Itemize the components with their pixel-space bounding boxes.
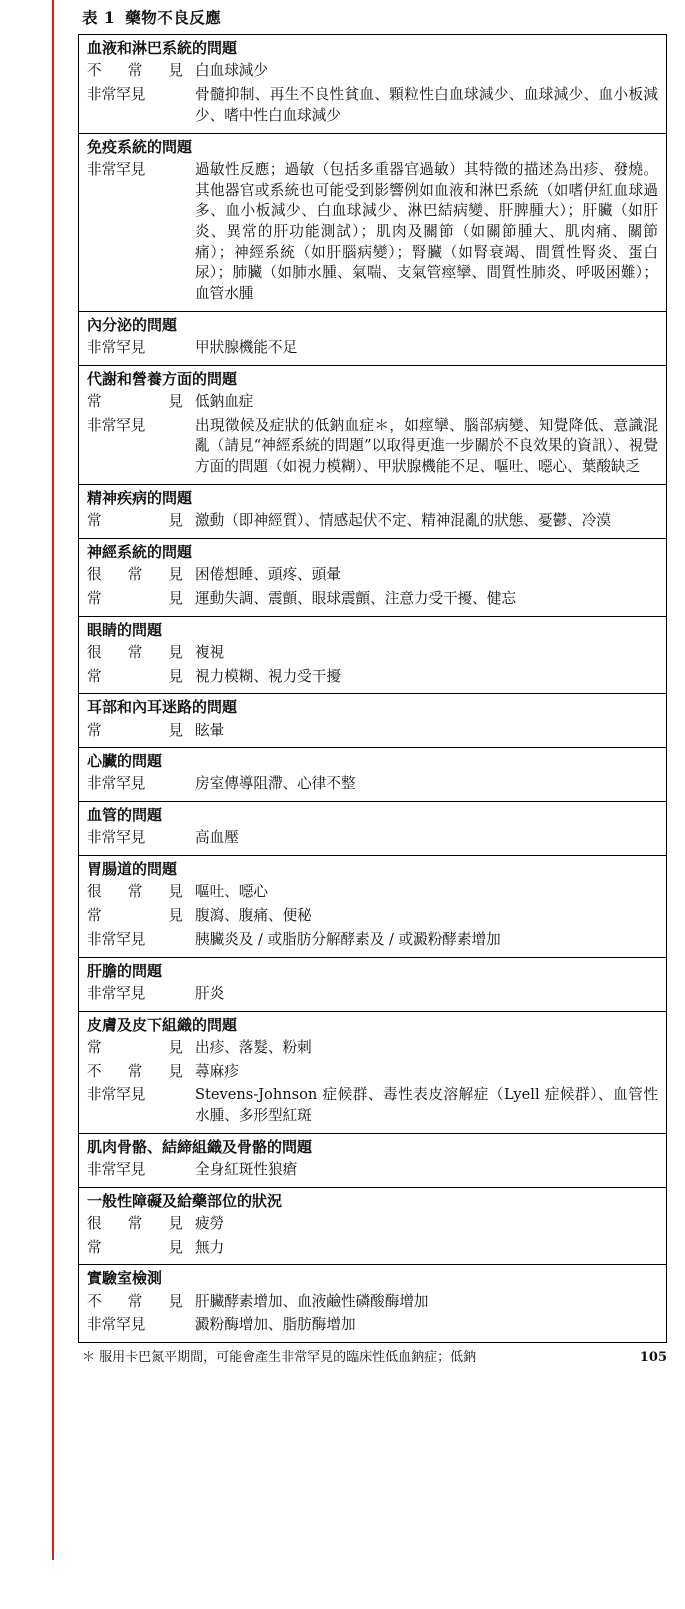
- frequency-label: [87, 1062, 195, 1083]
- freq-char: 常: [87, 907, 102, 925]
- frequency-label: 非常罕見: [87, 1086, 146, 1104]
- freq-char: 見: [168, 512, 183, 530]
- section-rows: [79, 1037, 666, 1133]
- reaction-description: 運動失調、震顫、眼球震顫、注意力受干擾、健忘: [195, 589, 517, 607]
- frequency-label: 非常罕見: [87, 829, 146, 847]
- table-row: [87, 983, 658, 1007]
- table-row: [87, 510, 658, 534]
- table-row: [87, 827, 658, 851]
- reaction-description: 視力模糊、視力受干擾: [195, 667, 341, 685]
- section-rows: [79, 983, 666, 1011]
- reaction-description: 骨髓抑制、再生不良性貧血、顆粒性白血球減少、血球減少、血小板減少、嗜中性白血球減少: [195, 86, 658, 124]
- freq-char: 見: [168, 883, 183, 901]
- section-rows: [79, 60, 666, 132]
- table-row: [87, 1159, 658, 1183]
- adverse-reactions-table: [78, 34, 667, 1343]
- section-rows: [79, 1291, 666, 1342]
- reaction-description: 高血壓: [195, 829, 239, 847]
- frequency-label: 非常罕見: [87, 160, 146, 178]
- frequency-label: 非常罕見: [87, 984, 146, 1002]
- section-rows: [79, 159, 666, 311]
- reaction-description: 全身紅斑性狼瘡: [195, 1160, 298, 1178]
- section-title: 血液和淋巴系統的問題: [87, 39, 238, 58]
- frequency-label: [87, 1238, 195, 1259]
- frequency-label: [87, 511, 195, 532]
- section-title: 代謝和營養方面的問題: [87, 369, 238, 388]
- freq-char: 常: [127, 1062, 143, 1080]
- frequency-label: [87, 1292, 195, 1313]
- freq-char: 見: [168, 667, 183, 685]
- section-title: 一般性障礙及給藥部位的狀況: [87, 1191, 283, 1210]
- table-row: [87, 84, 658, 128]
- page-number: 105: [639, 1350, 667, 1366]
- frequency-label: 非常罕見: [87, 930, 146, 948]
- frequency-label: 非常罕見: [87, 1316, 146, 1334]
- freq-char: 不: [87, 1292, 102, 1310]
- section-rows: [79, 337, 666, 365]
- freq-char: 見: [168, 566, 183, 584]
- reaction-description: 激動（即神經質）、情感起伏不定、精神混亂的狀態、憂鬱、冷漠: [195, 512, 611, 530]
- reaction-description: 肝臟酵素增加、血液鹼性磷酸酶增加: [195, 1292, 429, 1310]
- table-section: [79, 1265, 666, 1342]
- table-section: [79, 617, 666, 695]
- section-title: 內分泌的問題: [87, 315, 178, 334]
- freq-char: 見: [168, 1292, 183, 1310]
- table-section: [79, 802, 666, 856]
- section-rows: [79, 881, 666, 956]
- table-row: [87, 564, 658, 588]
- freq-char: 常: [87, 1238, 102, 1256]
- table-section: [79, 958, 666, 1012]
- table-row: [87, 337, 658, 361]
- freq-char: 很: [87, 566, 102, 584]
- reaction-description: 肝炎: [195, 984, 225, 1002]
- table-row: [87, 905, 658, 929]
- freq-char: 常: [127, 566, 143, 584]
- freq-char: 很: [87, 883, 102, 901]
- freq-char: 常: [87, 667, 102, 685]
- frequency-label: 非常罕見: [87, 416, 146, 434]
- freq-char: 不: [87, 1062, 102, 1080]
- reaction-description: 疲勞: [195, 1214, 225, 1232]
- section-rows: [79, 1213, 666, 1264]
- frequency-label: 非常罕見: [87, 86, 146, 104]
- table-row: [87, 60, 658, 84]
- table-row: [87, 588, 658, 612]
- table-section: [79, 134, 666, 312]
- reaction-description: 複視: [195, 643, 225, 661]
- reaction-description: Stevens-Johnson 症候群、毒性表皮溶解症（Lyell 症候群）、血管性水腫、多形型紅斑: [195, 1086, 658, 1124]
- reaction-description: 嘔吐、噁心: [195, 883, 268, 901]
- table-row: [87, 1213, 658, 1237]
- table-section: [79, 748, 666, 802]
- frequency-label: [87, 1038, 195, 1059]
- freq-char: 常: [127, 1292, 143, 1310]
- reaction-description: 房室傳導阻滯、心律不整: [195, 775, 356, 793]
- freq-char: 常: [127, 883, 143, 901]
- frequency-label: [87, 667, 195, 688]
- table-row: [87, 720, 658, 744]
- reaction-description: 胰臟炎及 / 或脂肪分解酵素及 / 或澱粉酵素增加: [195, 930, 501, 948]
- section-rows: [79, 510, 666, 538]
- freq-char: 見: [168, 643, 183, 661]
- reaction-description: 出現徵候及症狀的低鈉血症＊，如痙攣、腦部病變、知覺降低、意識混亂（請見“神經系統的問題”以取得更進一步關於不良效果的資訊）、視覺方面的問題（如視力模糊）、甲狀腺機能不足、嘔吐、噁心、葉酸缺乏: [195, 416, 658, 476]
- freq-char: 見: [168, 62, 183, 80]
- table-section: [79, 312, 666, 366]
- freq-char: 常: [127, 1214, 143, 1232]
- frequency-label: [87, 589, 195, 610]
- frequency-label: [87, 61, 195, 82]
- table-row: [87, 929, 658, 953]
- section-rows: [79, 1159, 666, 1187]
- freq-char: 常: [87, 393, 102, 411]
- table-section: [79, 485, 666, 539]
- freq-char: 見: [168, 393, 183, 411]
- table-row: [87, 1084, 658, 1128]
- reaction-description: 出疹、落髮、粉刺: [195, 1038, 312, 1056]
- table-row: [87, 773, 658, 797]
- table-section: [79, 1188, 666, 1266]
- table-row: [87, 666, 658, 690]
- reaction-description: 白血球減少: [195, 62, 268, 80]
- freq-char: 見: [168, 1062, 183, 1080]
- footnote: [78, 1349, 667, 1367]
- reaction-description: 蕁麻疹: [195, 1062, 239, 1080]
- reaction-description: 無力: [195, 1238, 225, 1256]
- red-margin-rule: [52, 0, 54, 1560]
- table-title: 藥物不良反應: [125, 8, 222, 27]
- frequency-label: 非常罕見: [87, 775, 146, 793]
- section-title: 皮膚及皮下組織的問題: [87, 1015, 238, 1034]
- frequency-label: [87, 565, 195, 586]
- frequency-label: [87, 1214, 195, 1235]
- section-title: 神經系統的問題: [87, 542, 193, 561]
- freq-char: 常: [127, 62, 143, 80]
- section-rows: [79, 720, 666, 748]
- freq-char: 很: [87, 643, 102, 661]
- freq-char: 常: [127, 643, 143, 661]
- freq-char: 見: [168, 907, 183, 925]
- section-title: 肌肉骨骼、結締組織及骨骼的問題: [87, 1137, 313, 1156]
- section-title: 眼睛的問題: [87, 620, 163, 639]
- freq-char: 見: [168, 1238, 183, 1256]
- section-title: 血管的問題: [87, 806, 163, 825]
- table-row: [87, 415, 658, 480]
- table-row: [87, 1061, 658, 1085]
- freq-char: 常: [87, 721, 102, 739]
- freq-char: 很: [87, 1214, 102, 1232]
- section-title: 心臟的問題: [87, 752, 163, 771]
- table-number: 表 1: [82, 8, 116, 27]
- reaction-description: 困倦想睡、頭疼、頭暈: [195, 566, 341, 584]
- reaction-description: 腹瀉、腹痛、便秘: [195, 907, 312, 925]
- table-section: [79, 694, 666, 748]
- table-row: [87, 159, 658, 307]
- table-row: [87, 881, 658, 905]
- freq-char: 見: [168, 1214, 183, 1232]
- table-section: [79, 1134, 666, 1188]
- section-title: 精神疾病的問題: [87, 488, 193, 507]
- frequency-label: 非常罕見: [87, 339, 146, 357]
- section-title: 實驗室檢測: [87, 1269, 163, 1288]
- table-section: [79, 856, 666, 957]
- freq-char: 見: [168, 589, 183, 607]
- section-title: 胃腸道的問題: [87, 860, 178, 879]
- table-row: [87, 642, 658, 666]
- table-section: [79, 1012, 666, 1134]
- freq-char: 常: [87, 589, 102, 607]
- freq-char: 常: [87, 512, 102, 530]
- freq-char: 見: [168, 1038, 183, 1056]
- table-section: [79, 539, 666, 617]
- freq-char: 見: [168, 721, 183, 739]
- section-title: 肝膽的問題: [87, 961, 163, 980]
- section-rows: [79, 773, 666, 801]
- freq-char: 不: [87, 62, 102, 80]
- reaction-description: 過敏性反應；過敏（包括多重器官過敏）其特徵的描述為出疹、發燒。其他器官或系統也可能受到影響例如血液和淋巴系統（如嗜伊紅血球過多、血小板減少、白血球減少、淋巴結病變、肝脾腫大）；肝臟（如肝炎、異常的肝功能測試）；肌肉及關節（如關節腫大、肌肉痛、關節痛）；神經系統（如肝腦病變）；腎臟（如腎衰竭、間質性腎炎、蛋白尿）；肺臟（如肺水腫、氣喘、支氣管痙攣、間質性肺炎、呼吸困難）；血管水腫: [195, 160, 658, 303]
- frequency-label: [87, 721, 195, 742]
- table-section: [79, 35, 666, 133]
- table-caption: [82, 8, 667, 28]
- reaction-description: 眩暈: [195, 721, 225, 739]
- section-title: 耳部和內耳迷路的問題: [87, 698, 238, 717]
- section-title: 免疫系統的問題: [87, 137, 193, 156]
- table-row: [87, 1314, 658, 1338]
- section-rows: [79, 564, 666, 615]
- footnote-text: ＊ 服用卡巴氮平期間，可能會產生非常罕見的臨床性低血鈉症；低鈉: [82, 1350, 477, 1366]
- frequency-label: [87, 643, 195, 664]
- reaction-description: 甲狀腺機能不足: [195, 339, 298, 357]
- table-section: [79, 366, 666, 485]
- reaction-description: 澱粉酶增加、脂肪酶增加: [195, 1316, 356, 1334]
- frequency-label: [87, 882, 195, 903]
- table-row: [87, 1237, 658, 1261]
- frequency-label: [87, 906, 195, 927]
- frequency-label: [87, 392, 195, 413]
- freq-char: 常: [87, 1038, 102, 1056]
- section-rows: [79, 642, 666, 693]
- section-rows: [79, 827, 666, 855]
- table-row: [87, 1037, 658, 1061]
- section-rows: [79, 391, 666, 484]
- frequency-label: 非常罕見: [87, 1160, 146, 1178]
- reaction-description: 低鈉血症: [195, 393, 254, 411]
- table-row: [87, 391, 658, 415]
- table-row: [87, 1291, 658, 1315]
